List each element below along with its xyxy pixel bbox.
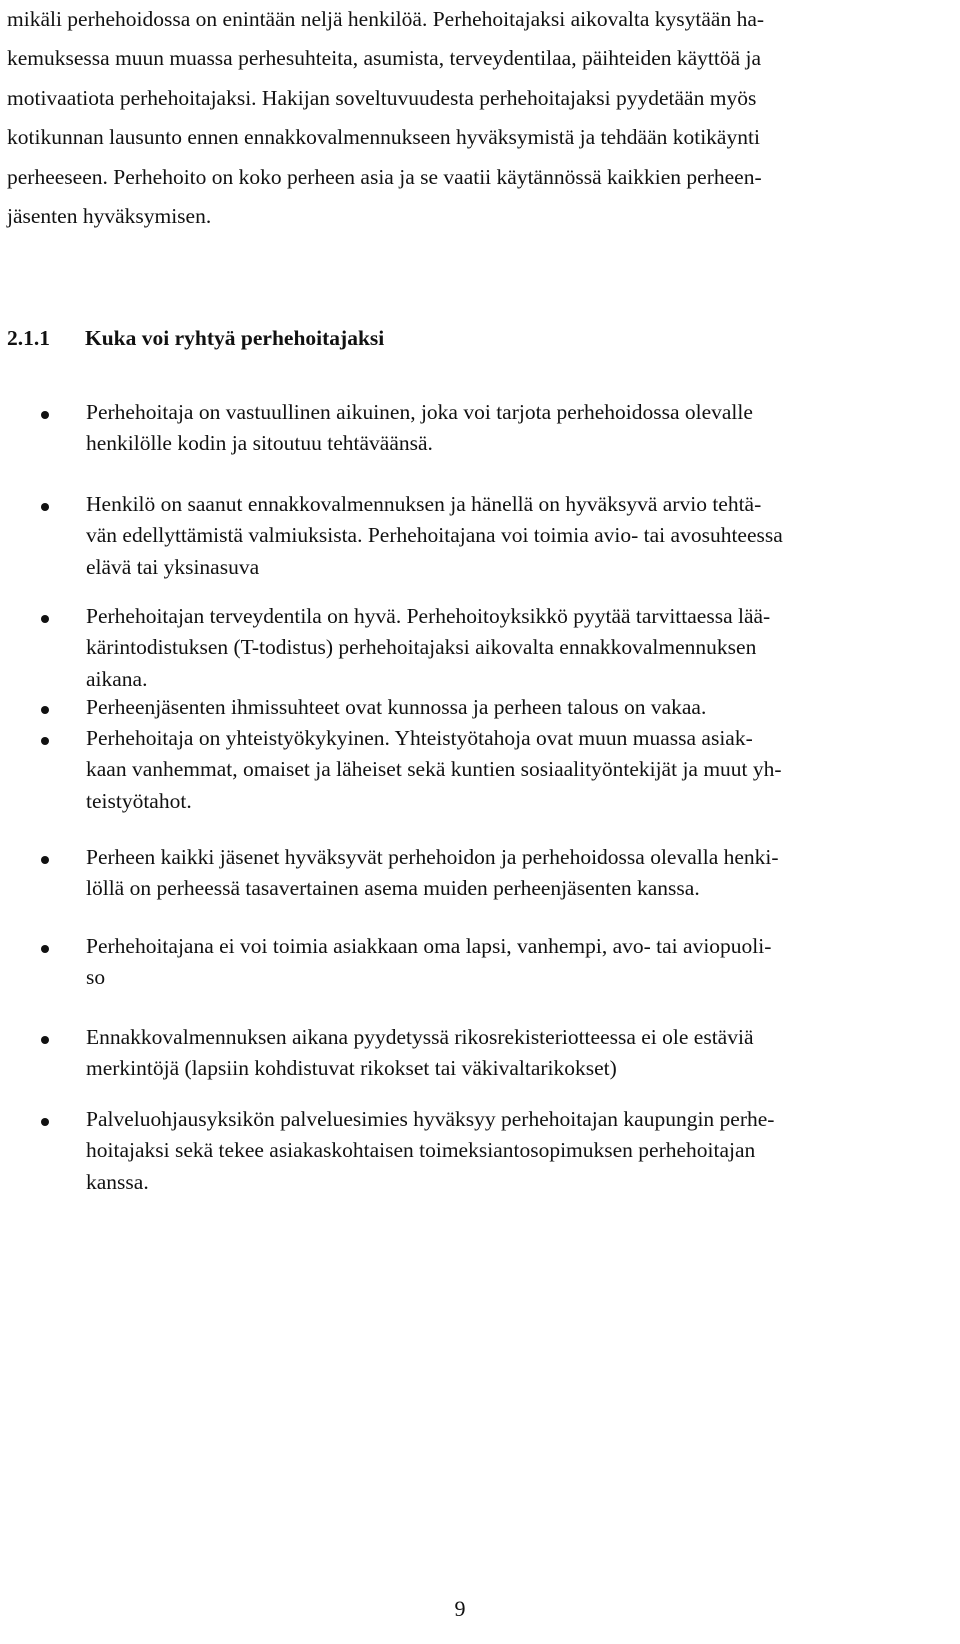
list-item-line: Perhehoitaja on vastuullinen aikuinen, joka voi tarjota perhehoidossa olevalle xyxy=(86,400,753,424)
bullet-icon xyxy=(41,737,49,745)
list-item-line: kanssa. xyxy=(86,1169,149,1194)
list-item-line: Perhehoitajan terveydentila on hyvä. Perhehoitoyksikkö pyytää tarvittaessa lää- xyxy=(86,604,771,628)
list-item-line: elävä tai yksinasuva xyxy=(86,554,260,579)
list-item-line: Perheen kaikki jäsenet hyväksyvät perhehoidon ja perhehoidossa olevalla henki- xyxy=(86,845,779,869)
list-item-line: teistyötahot. xyxy=(86,788,192,813)
paragraph-line: motivaatiota perhehoitajaksi. Hakijan soveltuvuudesta perhehoitajaksi pyydetään myös xyxy=(7,85,757,110)
list-item-text xyxy=(86,601,946,695)
section-title: Kuka voi ryhtyä perhehoitajaksi xyxy=(85,326,385,350)
section-number: 2.1.1 xyxy=(7,326,50,350)
list-item-text xyxy=(86,489,946,583)
list-item-line: Ennakkovalmennuksen aikana pyydetyssä rikosrekisteriotteessa ei ole estäviä xyxy=(86,1025,754,1049)
list-item-text xyxy=(86,1022,946,1085)
bullet-icon xyxy=(41,503,49,511)
list-item-line: Palveluohjausyksikön palveluesimies hyväksyy perhehoitajan kaupungin perhe- xyxy=(86,1107,775,1131)
paragraph-line: mikäli perhehoidossa on enintään neljä henkilöä. Perhehoitajaksi aikovalta kysytään ha- xyxy=(7,7,765,31)
list-item-text xyxy=(86,692,946,723)
paragraph-line: kemuksessa muun muassa perhesuhteita, asumista, terveydentilaa, päihteiden käyttöä ja xyxy=(7,46,762,71)
intro-paragraph xyxy=(7,0,957,236)
list-item-line: kärintodistuksen (T-todistus) perhehoitajaksi aikovalta ennakkovalmennuksen xyxy=(86,635,757,660)
list-item-text xyxy=(86,842,946,905)
bullet-icon xyxy=(41,706,49,714)
paragraph-line: perheeseen. Perhehoito on koko perheen asia ja se vaatii käytännössä kaikkien perheen- xyxy=(7,164,762,189)
list-item-line: vän edellyttämistä valmiuksista. Perhehoitajana voi toimia avio- tai avosuhteessa xyxy=(86,523,783,548)
list-item-line: so xyxy=(86,965,106,990)
bullet-icon xyxy=(41,1118,49,1126)
list-item-line: Perheenjäsenten ihmissuhteet ovat kunnossa ja perheen talous on vakaa. xyxy=(86,695,707,719)
page-number: 9 xyxy=(454,1596,466,1621)
list-item-line: Perhehoitaja on yhteistyökykyinen. Yhteistyötahoja ovat muun muassa asiak- xyxy=(86,726,753,750)
bullet-icon xyxy=(41,615,49,623)
list-item-line: merkintöjä (lapsiin kohdistuvat rikokset tai väkivaltarikokset) xyxy=(86,1056,617,1081)
list-item-line: Perhehoitajana ei voi toimia asiakkaan oma lapsi, vanhempi, avo- tai aviopuoli- xyxy=(86,934,772,958)
list-item-line: kaan vanhemmat, omaiset ja läheiset sekä kuntien sosiaalityöntekijät ja muut yh- xyxy=(86,757,782,782)
list-item-text xyxy=(86,931,946,994)
list-item-line: aikana. xyxy=(86,666,148,691)
section-heading xyxy=(7,323,384,353)
list-item-line: löllä on perheessä tasavertainen asema muiden perheenjäsenten kanssa. xyxy=(86,876,700,901)
bullet-icon xyxy=(41,411,49,419)
paragraph-line: kotikunnan lausunto ennen ennakkovalmennukseen hyväksymistä ja tehdään kotikäynti xyxy=(7,125,760,150)
list-item-line: henkilölle kodin ja sitoutuu tehtäväänsä. xyxy=(86,431,433,456)
bullet-icon xyxy=(41,856,49,864)
list-item-line: Henkilö on saanut ennakkovalmennuksen ja hänellä on hyväksyvä arvio tehtä- xyxy=(86,492,762,516)
paragraph-line: jäsenten hyväksymisen. xyxy=(7,204,212,229)
list-item-text xyxy=(86,1104,946,1198)
list-item-line: hoitajaksi sekä tekee asiakaskohtaisen toimeksiantosopimuksen perhehoitajan xyxy=(86,1138,756,1163)
bullet-icon xyxy=(41,1036,49,1044)
bullet-icon xyxy=(41,945,49,953)
list-item-text xyxy=(86,397,946,460)
list-item-text xyxy=(86,723,946,817)
